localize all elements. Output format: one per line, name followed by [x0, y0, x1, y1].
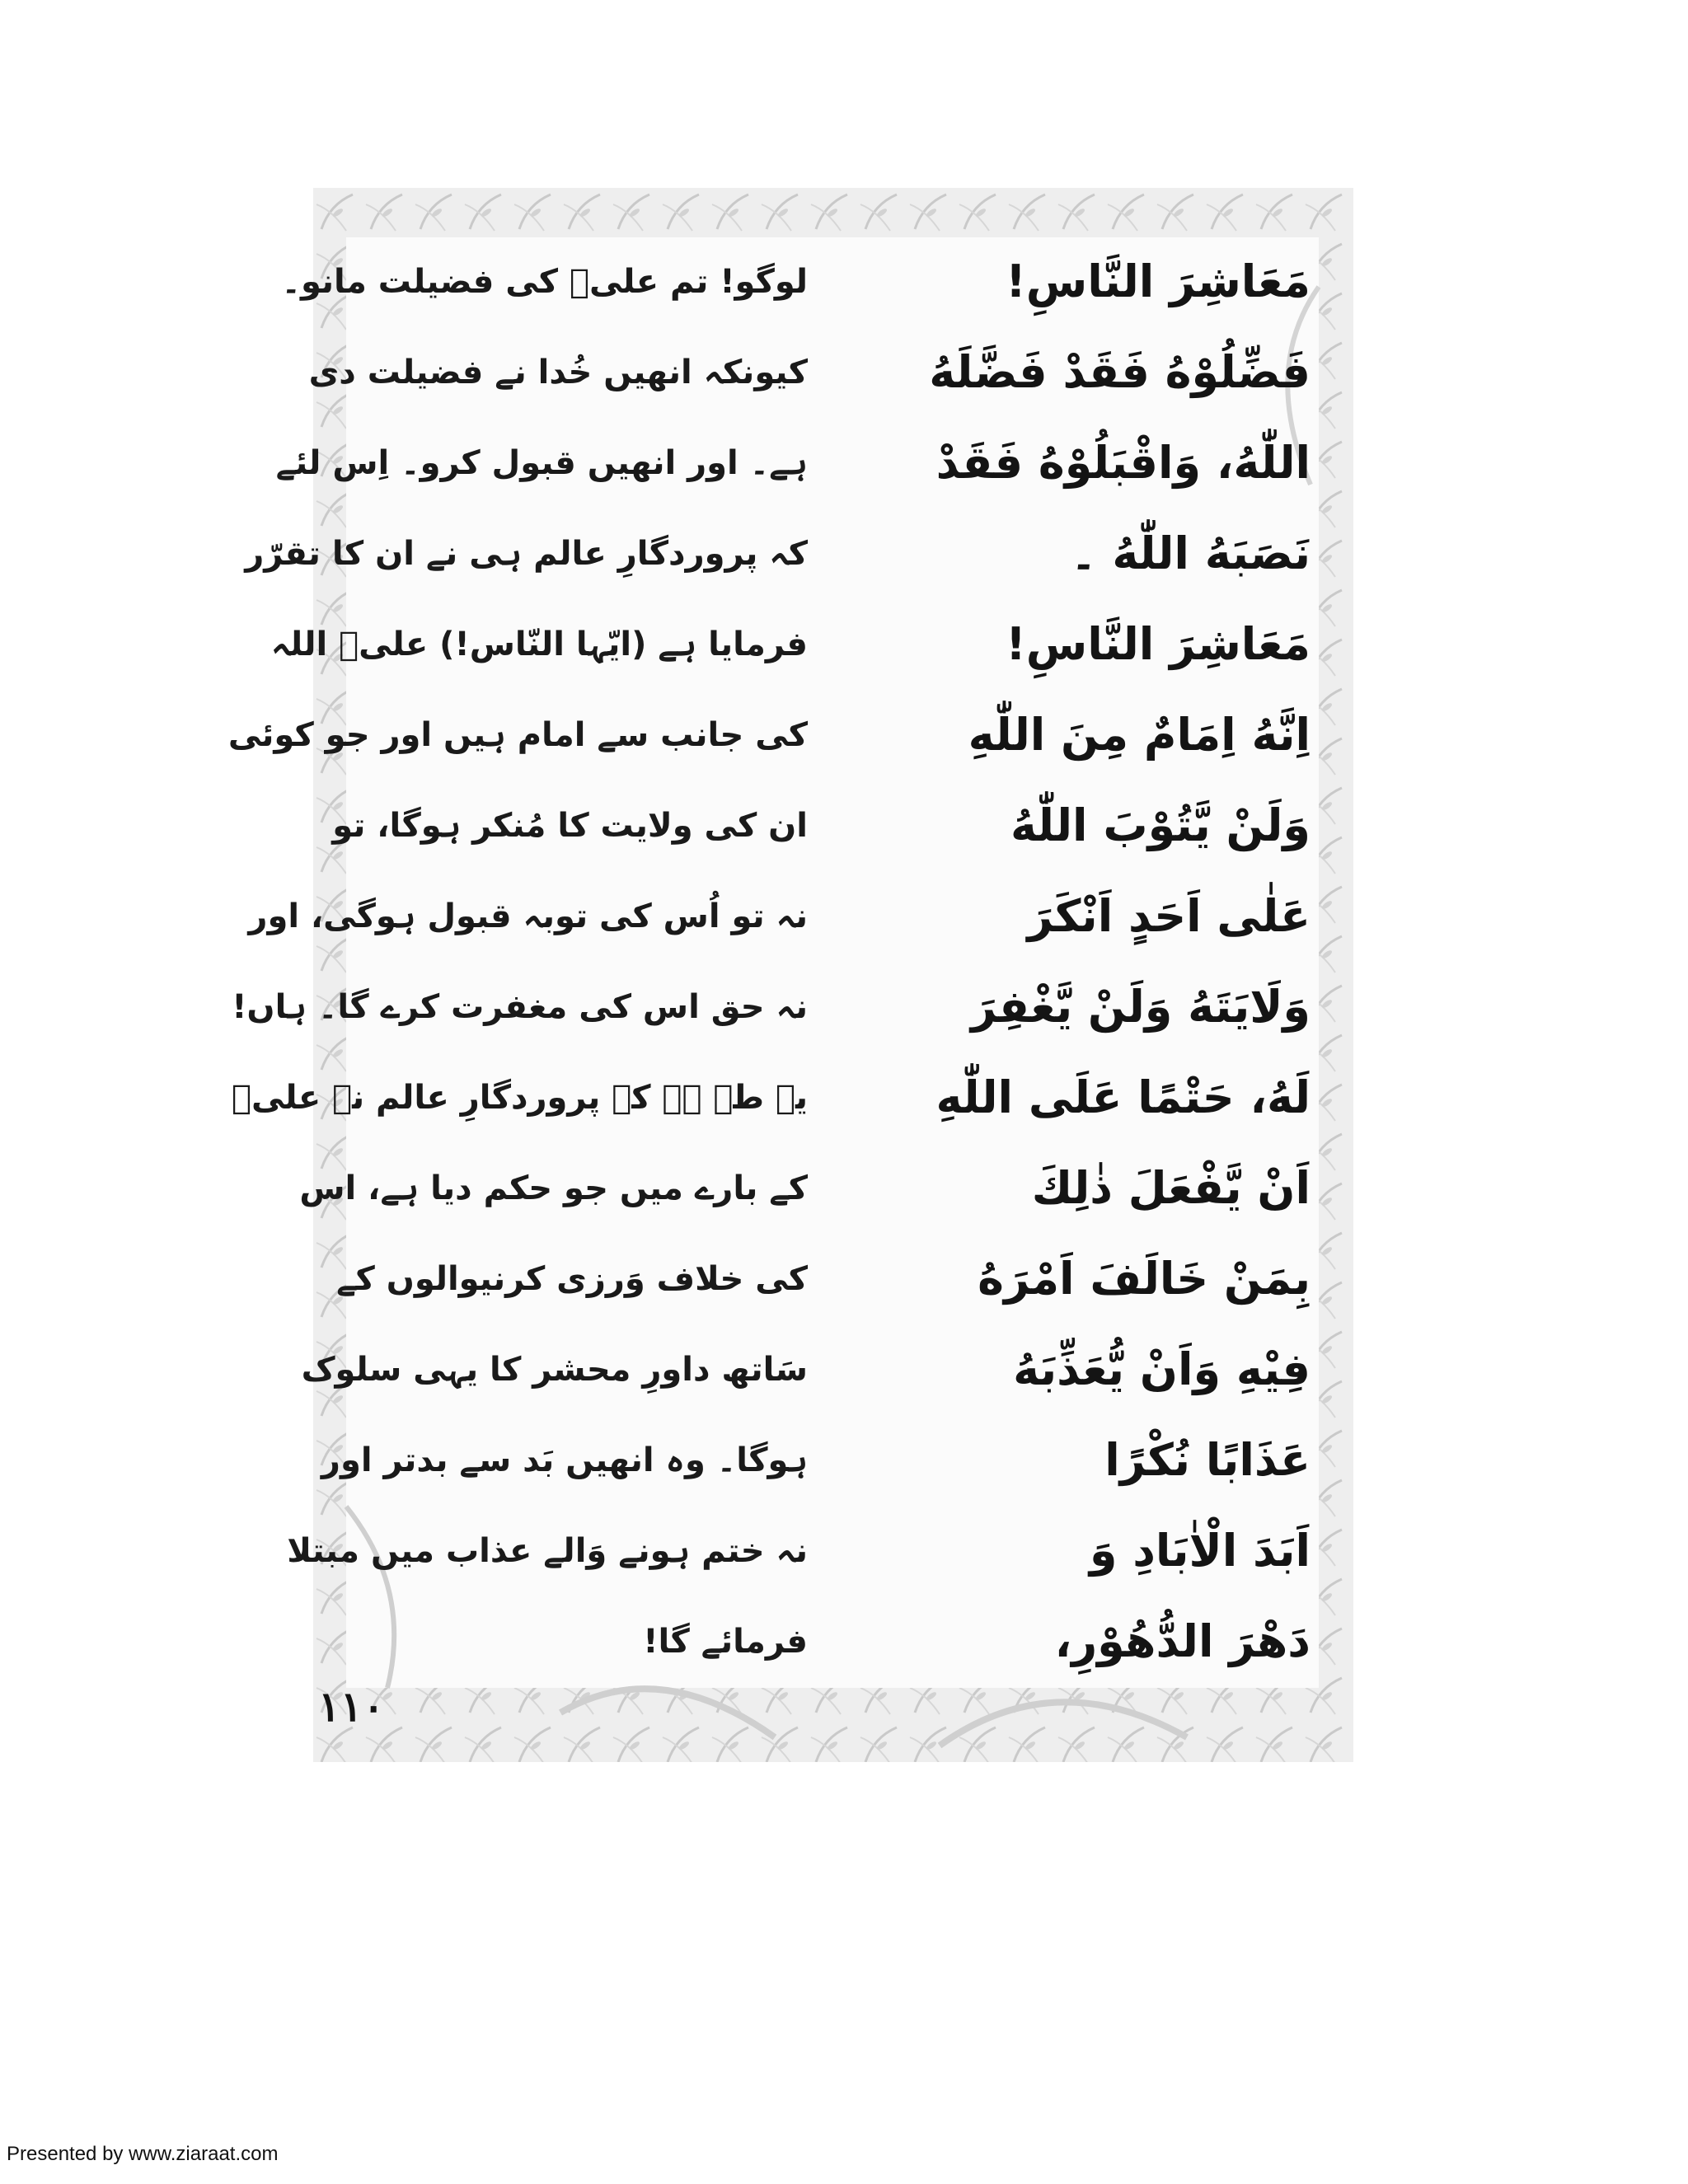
urdu-translation: ہوگا۔ وہ انھیں بَد سے بدتر اور — [321, 1441, 808, 1479]
text-line — [313, 1414, 1353, 1507]
text-line — [227, 689, 1353, 781]
arabic-text: وَلَنْ يَّتُوْبَ اللّٰهُ — [1010, 799, 1311, 851]
arabic-text: اِنَّهُ اِمَامٌ مِنَ اللّٰهِ — [968, 709, 1311, 761]
urdu-translation: کیونکہ انھیں خُدا نے فضیلت دی — [308, 354, 808, 391]
text-lines — [227, 188, 1353, 1762]
text-line — [270, 598, 1353, 691]
text-line — [313, 1233, 1353, 1325]
footer-credit: Presented by www.ziaraat.com — [7, 2143, 279, 2165]
arabic-text: وَلَايَتَهُ وَلَنْ يَّغْفِرَ — [970, 981, 1311, 1033]
arabic-text: اَنْ يَّفْعَلَ ذٰلِكَ — [1031, 1162, 1311, 1214]
text-line — [232, 961, 1353, 1053]
text-line — [248, 870, 1353, 963]
arabic-text: اَبَدَ الْاٰبَادِ وَ — [1089, 1525, 1311, 1577]
arabic-text: مَعَاشِرَ النَّاسِ! — [1006, 618, 1311, 670]
text-line — [301, 1324, 1353, 1416]
arabic-text: بِمَنْ خَالَفَ اَمْرَهُ — [978, 1253, 1311, 1305]
text-line — [287, 1505, 1353, 1597]
text-line — [308, 326, 1353, 419]
arabic-text: مَعَاشِرَ النَّاسِ! — [1006, 255, 1311, 307]
urdu-translation: فرمائے گا! — [643, 1623, 808, 1661]
text-line — [232, 1052, 1353, 1144]
arabic-text: فَضِّلُوْهُ فَقَدْ فَضَّلَهُ — [929, 346, 1311, 398]
scanned-book-page — [227, 188, 1353, 1762]
arabic-text: لَهُ، حَتْمًا عَلَى اللّٰهِ — [935, 1071, 1311, 1123]
urdu-translation: کے بارے میں جو حکم دیا ہے، اس — [299, 1169, 808, 1207]
arabic-text: عَلٰى اَحَدٍ اَنْكَرَ — [1027, 890, 1311, 942]
urdu-translation: کہ پروردگارِ عالم ہی نے ان کا تقرّر — [245, 535, 808, 573]
arabic-text: اللّٰهُ، وَاقْبَلُوْهُ فَقَدْ — [935, 437, 1311, 489]
urdu-translation: کی جانب سے امام ہیں اور جو کوئی — [227, 716, 808, 754]
text-line — [313, 780, 1353, 872]
text-line — [245, 508, 1353, 600]
urdu-translation: سَاتھ داورِ محشر کا یہی سلوک — [301, 1351, 808, 1389]
urdu-translation: لوگو! تم علیؑ کی فضیلت مانو۔ — [281, 263, 808, 301]
arabic-text: عَذَابًا نُكْرًا — [1104, 1434, 1311, 1486]
text-line — [313, 1596, 1353, 1688]
arabic-text: دَهْرَ الدُّهُوْرِ، — [1054, 1615, 1311, 1667]
urdu-translation: ان کی ولایت کا مُنکر ہوگا، تو — [332, 807, 808, 845]
page-number: ۱۱۰ — [318, 1682, 385, 1731]
text-line — [275, 417, 1353, 509]
urdu-translation: یہ طے ہے کہ پروردگارِ عالم نے علیؑ — [232, 1079, 808, 1117]
urdu-translation: نہ حق اس کی مغفرت کرے گا۔ ہاں! — [232, 988, 808, 1026]
text-line — [281, 236, 1353, 328]
arabic-text: فِيْهِ وَاَنْ يُّعَذِّبَهُ — [1013, 1343, 1311, 1395]
urdu-translation: کی خلاف وَرزی کرنیوالوں کے — [336, 1260, 808, 1298]
arabic-text: نَصَبَهُ اللّٰهُ ۔ — [1070, 527, 1311, 579]
text-line — [299, 1142, 1353, 1235]
urdu-translation: فرمایا ہے (ایّہا النّاس!) علیؑ اللہ — [270, 626, 808, 663]
urdu-translation: ہے۔ اور انھیں قبول کرو۔ اِس لئے — [275, 444, 808, 482]
urdu-translation: نہ تو اُس کی توبہ قبول ہوگی، اور — [248, 898, 808, 935]
urdu-translation: نہ ختم ہونے وَالے عذاب میں مبتلا — [287, 1532, 808, 1570]
